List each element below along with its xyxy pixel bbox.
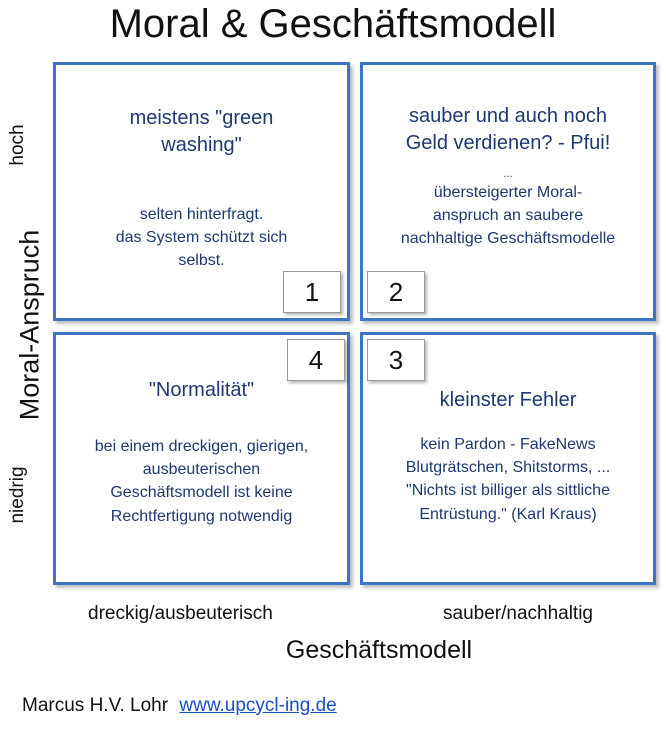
body-line: selten hinterfragt. xyxy=(139,206,264,223)
heading-line: Geld verdienen? - Pfui! xyxy=(405,132,611,154)
heading-line: meistens "green xyxy=(129,107,274,129)
quadrant-2-ellipsis: ... xyxy=(503,168,513,180)
x-axis-title: Geschäftsmodell xyxy=(285,636,473,664)
body-line: Geschäftsmodell ist keine xyxy=(110,484,293,502)
quadrant-4 xyxy=(53,332,350,585)
body-line: kein Pardon - FakeNews xyxy=(420,436,596,453)
body-line: Blutgrätschen, Shitstorms, ... xyxy=(405,459,611,477)
y-axis-low-label: niedrig xyxy=(7,466,28,524)
body-line: das System schützt sich xyxy=(115,229,288,247)
y-axis-high-label: hoch xyxy=(7,124,28,166)
author-name: Marcus H.V. Lohr xyxy=(22,695,169,716)
quadrant-2 xyxy=(360,62,656,321)
quadrant-1-body xyxy=(64,203,339,273)
quadrant-4-number: 4 xyxy=(287,339,345,381)
heading-line: "Normalität" xyxy=(148,379,255,401)
x-axis-right-label: sauber/nachhaltig xyxy=(443,603,593,624)
body-line: nachhaltige Geschäftsmodelle xyxy=(400,230,616,248)
quadrant-3-body xyxy=(371,433,645,526)
quadrant-3-number: 3 xyxy=(367,339,425,381)
body-line: bei einem dreckigen, gierigen, xyxy=(94,438,309,455)
quadrant-2-heading xyxy=(371,103,645,157)
heading-line: washing" xyxy=(161,134,242,156)
footer xyxy=(22,695,337,717)
diagram-title: Moral & Geschäftsmodell xyxy=(109,2,557,46)
quadrant-1-heading xyxy=(64,105,339,159)
website-link[interactable]: www.upcycl-ing.de xyxy=(179,695,337,716)
x-axis-left-label: dreckig/ausbeuterisch xyxy=(88,603,273,624)
body-line: übersteigerter Moral- xyxy=(433,184,583,201)
y-axis-title: Moral-Anspruch xyxy=(14,229,45,421)
body-line: selbst. xyxy=(178,252,225,270)
quadrant-1 xyxy=(53,62,350,321)
body-line: Entrüstung." (Karl Kraus) xyxy=(419,505,597,523)
quadrant-2-body xyxy=(371,181,645,251)
body-line: "Nichts ist billiger als sittliche xyxy=(406,482,610,500)
body-line: anspruch an saubere xyxy=(432,207,584,225)
quadrant-3 xyxy=(360,332,656,585)
body-line: Rechtfertigung notwendig xyxy=(110,507,293,525)
heading-line: sauber und auch noch xyxy=(409,105,607,127)
quadrant-1-number: 1 xyxy=(283,271,341,313)
quadrant-3-heading xyxy=(371,387,645,414)
quadrant-4-heading xyxy=(64,377,339,404)
body-line: ausbeuterischen xyxy=(142,461,261,479)
quadrant-2-number: 2 xyxy=(367,271,425,313)
heading-line: kleinster Fehler xyxy=(439,389,577,411)
quadrant-4-body xyxy=(64,435,339,528)
